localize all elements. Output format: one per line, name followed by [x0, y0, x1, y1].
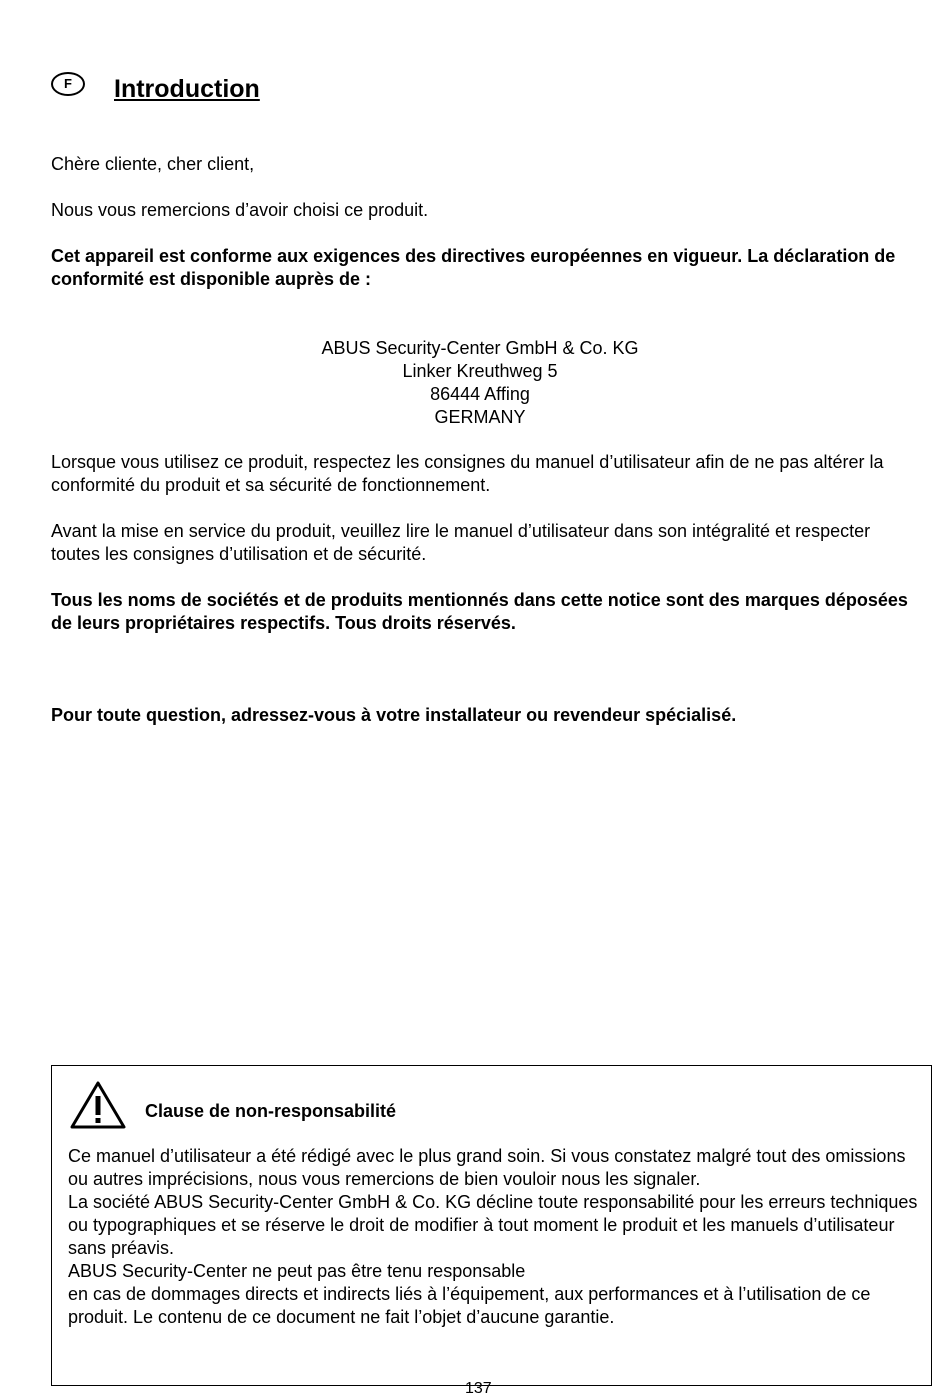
address-line-street: Linker Kreuthweg 5 [402, 361, 558, 381]
company-address [0, 337, 950, 429]
address-line-company: ABUS Security-Center GmbH & Co. KG [321, 338, 639, 358]
address-line-country: GERMANY [434, 407, 526, 427]
disclaimer-line: Ce manuel d’utilisateur a été rédigé avec le plus grand soin. Si vous constatez malgré tout des omissions ou autres imprécisions, nous vous remercions de bien vouloir nous les signaler. [68, 1146, 906, 1189]
address-line-city: 86444 Affing [430, 384, 530, 404]
read-manual-paragraph: Avant la mise en service du produit, veuillez lire le manuel d’utilisateur dans son intégralité et respecter toutes les consignes d’utilisation et de sécurité. [51, 521, 871, 564]
page-title: Introduction [114, 75, 260, 103]
usage-paragraph: Lorsque vous utilisez ce produit, respectez les consignes du manuel d’utilisateur afin de ne pas altérer la conformité du produit et sa sécurité de fonctionnement. [51, 452, 884, 495]
disclaimer-line: La société ABUS Security-Center GmbH & Co. KG décline toute responsabilité pour les erreurs techniques ou typographiques et se réserve le droit de modifier à tout moment le produit et les manuels d’utilisateur sans préavis. [68, 1192, 918, 1258]
disclaimer-box [51, 1065, 932, 1386]
greeting: Chère cliente, cher client, [51, 154, 255, 174]
questions-paragraph: Pour toute question, adressez-vous à votre installateur ou revendeur spécialisé. [51, 705, 737, 725]
thanks-paragraph: Nous vous remercions d’avoir choisi ce produit. [51, 200, 429, 220]
disclaimer-line: ABUS Security-Center ne peut pas être tenu responsable [68, 1261, 526, 1281]
disclaimer-line: en cas de dommages directs et indirects liés à l’équipement, aux performances et à l’utilisation de ce produit. Le contenu de ce document ne fait l’objet d’aucune garantie. [68, 1284, 871, 1327]
disclaimer-title: Clause de non-responsabilité [145, 1101, 397, 1121]
page-number: 137 [465, 1380, 492, 1397]
trademarks-paragraph: Tous les noms de sociétés et de produits mentionnés dans cette notice sont des marques déposées de leurs propriétaires respectifs. Tous droits réservés. [51, 590, 908, 633]
warning-triangle-icon [69, 1080, 127, 1130]
conformity-paragraph: Cet appareil est conforme aux exigences des directives européennes en vigueur. La déclaration de conformité est disponible auprès de : [51, 246, 896, 289]
language-badge-icon: F [51, 72, 85, 96]
disclaimer-body [68, 1145, 918, 1329]
